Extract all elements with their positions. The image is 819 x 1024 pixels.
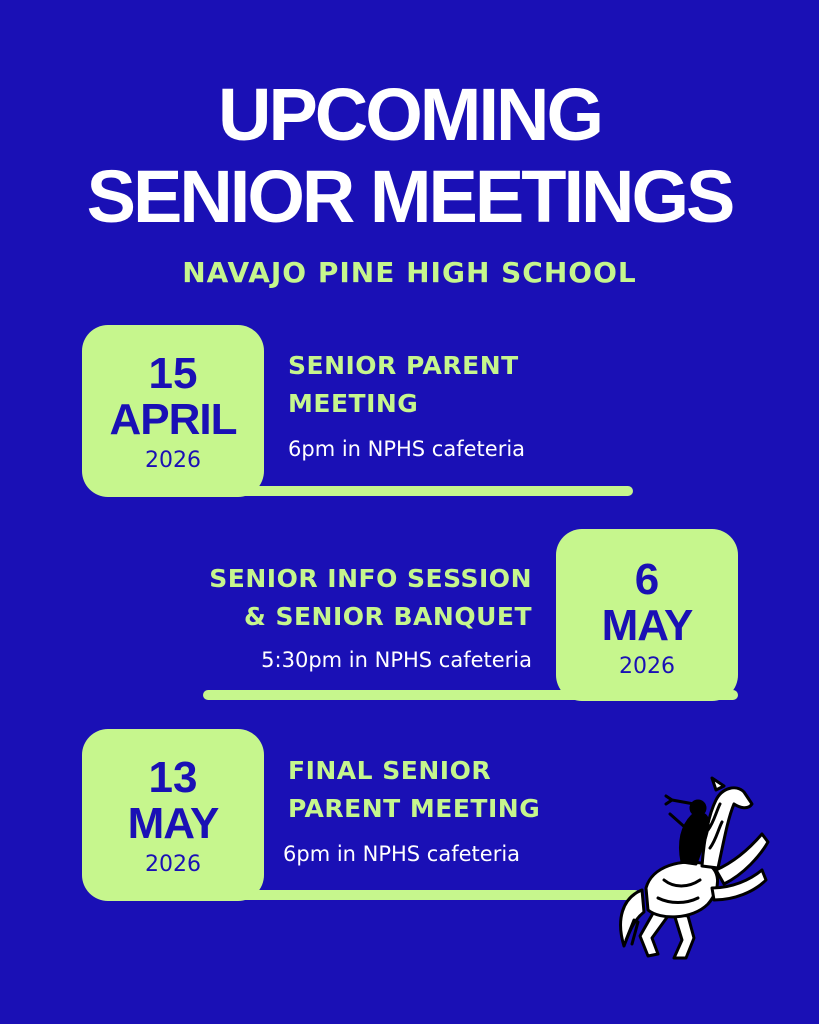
page-title bbox=[0, 74, 819, 238]
event-3-day: 13 bbox=[148, 753, 198, 802]
event-1-month: APRIL bbox=[109, 395, 237, 444]
event-1-title bbox=[288, 347, 519, 423]
event-2-title bbox=[140, 560, 532, 636]
event-3-month: MAY bbox=[127, 799, 219, 848]
event-3-title-line-1: FINAL SENIOR bbox=[288, 756, 492, 785]
event-1-date-card bbox=[82, 325, 264, 497]
event-1-title-line-2: MEETING bbox=[288, 389, 419, 418]
event-2-title-line-1: SENIOR INFO SESSION bbox=[209, 564, 532, 593]
event-2-date-card bbox=[556, 529, 738, 701]
event-3-details: 6pm in NPHS cafeteria bbox=[283, 842, 521, 866]
event-3-year: 2026 bbox=[145, 852, 201, 877]
event-2-details: 5:30pm in NPHS cafeteria bbox=[261, 648, 532, 672]
event-2-title-line-2: & SENIOR BANQUET bbox=[243, 602, 532, 631]
title-line-1: UPCOMING bbox=[218, 73, 601, 156]
event-3-title-line-2: PARENT MEETING bbox=[288, 794, 541, 823]
event-2-day: 6 bbox=[634, 555, 660, 604]
event-1-year: 2026 bbox=[145, 448, 201, 473]
event-3-title bbox=[288, 752, 540, 828]
title-line-2: SENIOR MEETINGS bbox=[86, 155, 733, 238]
event-2-month: MAY bbox=[601, 601, 693, 650]
event-1-details: 6pm in NPHS cafeteria bbox=[288, 437, 526, 461]
event-2-year: 2026 bbox=[619, 654, 675, 679]
horse-and-rider-icon bbox=[612, 770, 772, 960]
event-3-date-card bbox=[82, 729, 264, 901]
event-1-day: 15 bbox=[148, 349, 198, 398]
school-name: NAVAJO PINE HIGH SCHOOL bbox=[182, 256, 637, 289]
event-1-title-line-1: SENIOR PARENT bbox=[288, 351, 519, 380]
